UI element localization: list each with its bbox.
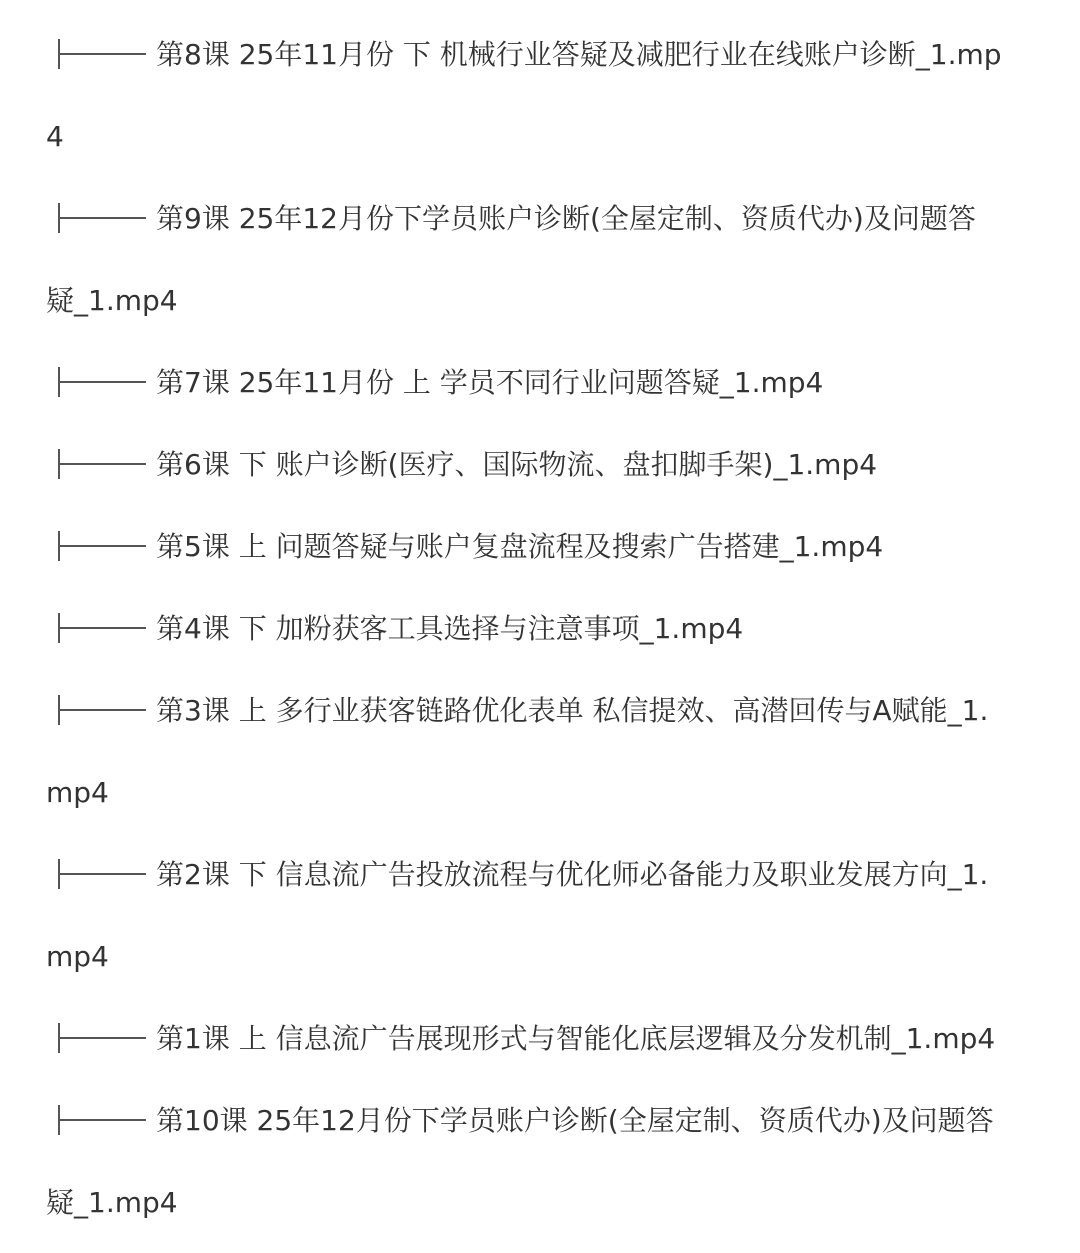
file-entry-continuation [46,112,1040,162]
file-name: 第10课 25年12月份下学员账户诊断(全屋定制、资质代办)及问题答 [156,1104,994,1137]
file-name-wrap: mp4 [46,940,109,973]
file-name-wrap: mp4 [46,776,109,809]
file-entry-lesson-10 [46,1096,1040,1146]
file-name: 第1课 上 信息流广告展现形式与智能化底层逻辑及分发机制_1.mp4 [156,1022,996,1055]
file-name: 第9课 25年12月份下学员账户诊断(全屋定制、资质代办)及问题答 [156,202,976,235]
file-entry-lesson-1 [46,1014,1040,1064]
file-name: 第6课 下 账户诊断(医疗、国际物流、盘扣脚手架)_1.mp4 [156,448,878,481]
tree-branch-icon [58,449,148,479]
file-name: 第3课 上 多行业获客链路优化表单 私信提效、高潜回传与A赋能_1. [156,694,989,727]
tree-branch-icon [58,39,148,69]
file-name-wrap: 4 [46,120,64,153]
tree-branch-icon [58,367,148,397]
file-name-wrap: 疑_1.mp4 [46,284,178,317]
file-entry-lesson-9 [46,194,1040,244]
file-entry-lesson-3 [46,686,1040,736]
file-entry-lesson-7 [46,358,1040,408]
file-name: 第2课 下 信息流广告投放流程与优化师必备能力及职业发展方向_1. [156,858,989,891]
file-name: 第8课 25年11月份 下 机械行业答疑及减肥行业在线账户诊断_1.mp [156,38,1002,71]
file-name-wrap: 疑_1.mp4 [46,1186,178,1219]
file-entry-lesson-8 [46,30,1040,80]
tree-branch-icon [58,203,148,233]
file-name: 第4课 下 加粉获客工具选择与注意事项_1.mp4 [156,612,744,645]
file-entry-lesson-2 [46,850,1040,900]
tree-branch-icon [58,1023,148,1053]
file-entry-continuation [46,932,1040,982]
file-name: 第5课 上 问题答疑与账户复盘流程及搜索广告搭建_1.mp4 [156,530,884,563]
file-entry-continuation [46,768,1040,818]
file-entry-continuation [46,276,1040,326]
tree-branch-icon [58,531,148,561]
file-entry-lesson-4 [46,604,1040,654]
file-entry-lesson-5 [46,522,1040,572]
tree-branch-icon [58,695,148,725]
file-entry-lesson-6 [46,440,1040,490]
tree-branch-icon [58,859,148,889]
file-name: 第7课 25年11月份 上 学员不同行业问题答疑_1.mp4 [156,366,824,399]
tree-branch-icon [58,613,148,643]
file-entry-continuation [46,1178,1040,1228]
tree-branch-icon [58,1105,148,1135]
